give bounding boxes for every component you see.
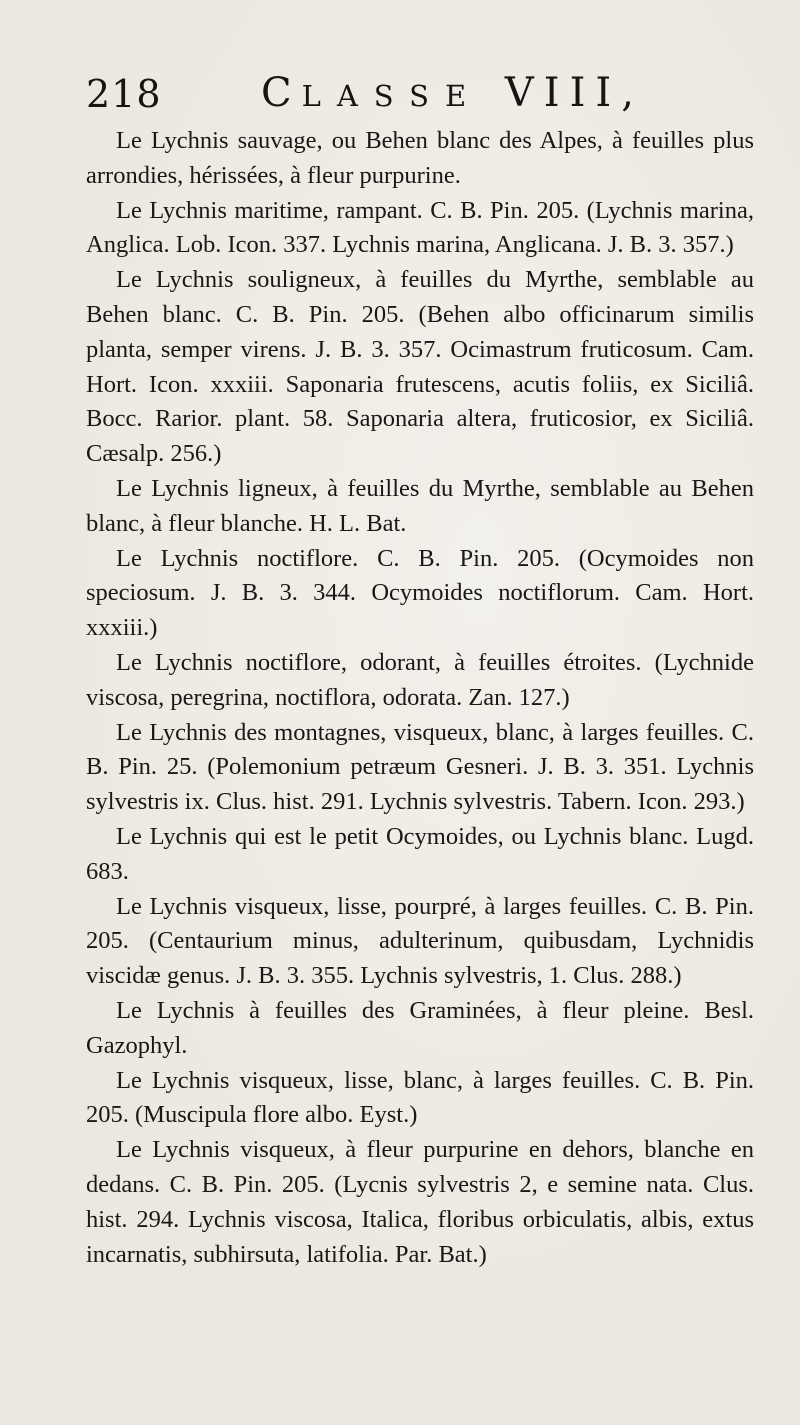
- plant-entry: Le Lychnis visqueux, à fleur purpurine en dehors, blanche en dedans. C. B. Pin. 205. (Lycnis sylvestris 2, e semine nata. Clus. hist. 294. Lychnis viscosa, Italica, floribus orbiculatis, albis, extus incarnatis, subhirsuta, latifolia. Par. Bat.): [86, 1136, 754, 1268]
- running-head: CLASSE VIII,: [261, 70, 644, 116]
- plant-entry: Le Lychnis qui est le petit Ocymoides, ou Lychnis blanc. Lugd. 683.: [86, 822, 754, 885]
- plant-entry: Le Lychnis souligneux, à feuilles du Myrthe, semblable au Behen blanc. C. B. Pin. 205. (Behen albo officinarum similis planta, semper virens. J. B. 3. 357. Ocimastrum fruticosum. Cam. Hort. Icon. xxxiii. Saponaria frutescens, acutis foliis, ex Siciliâ. Bocc. Rarior. plant. 58. Saponaria altera, fruticosior, ex Siciliâ. Cæsalp. 256.): [86, 266, 754, 468]
- plant-entry: Le Lychnis ligneux, à feuilles du Myrthe, semblable au Behen blanc, à fleur blanche. H. L. Bat.: [86, 474, 754, 537]
- plant-entry: Le Lychnis visqueux, lisse, blanc, à larges feuilles. C. B. Pin. 205. (Muscipula flore albo. Eyst.): [86, 1066, 754, 1129]
- plant-entry: Le Lychnis noctiflore. C. B. Pin. 205. (Ocymoides non speciosum. J. B. 3. 344. Ocymoides noctiflorum. Cam. Hort. xxxiii.): [86, 544, 754, 642]
- plant-entry: Le Lychnis des montagnes, visqueux, blanc, à larges feuilles. C. B. Pin. 25. (Polemonium petræum Gesneri. J. B. 3. 351. Lychnis sylvestris ix. Clus. hist. 291. Lychnis sylvestris. Tabern. Icon. 293.): [86, 718, 754, 816]
- plant-entry: Le Lychnis à feuilles des Graminées, à fleur pleine. Besl. Gazophyl.: [86, 996, 754, 1059]
- plant-entry: Le Lychnis maritime, rampant. C. B. Pin. 205. (Lychnis marina, Anglica. Lob. Icon. 337. Lychnis marina, Anglicana. J. B. 3. 357.): [86, 196, 754, 259]
- plant-entry: Le Lychnis noctiflore, odorant, à feuilles étroites. (Lychnide viscosa, peregrina, noctiflora, odorata. Zan. 127.): [86, 648, 754, 711]
- plant-entry: Le Lychnis visqueux, lisse, pourpré, à larges feuilles. C. B. Pin. 205. (Centaurium minus, adulterinum, quibusdam, Lychnidis viscidæ genus. J. B. 3. 355. Lychnis sylvestris, 1. Clus. 288.): [86, 892, 754, 990]
- page-number: 218: [86, 72, 162, 116]
- page-body: [86, 124, 754, 1272]
- plant-entry: Le Lychnis sauvage, ou Behen blanc des Alpes, à feuilles plus arrondies, hérissées, à fleur purpurine.: [86, 127, 754, 189]
- page-header: [86, 70, 726, 118]
